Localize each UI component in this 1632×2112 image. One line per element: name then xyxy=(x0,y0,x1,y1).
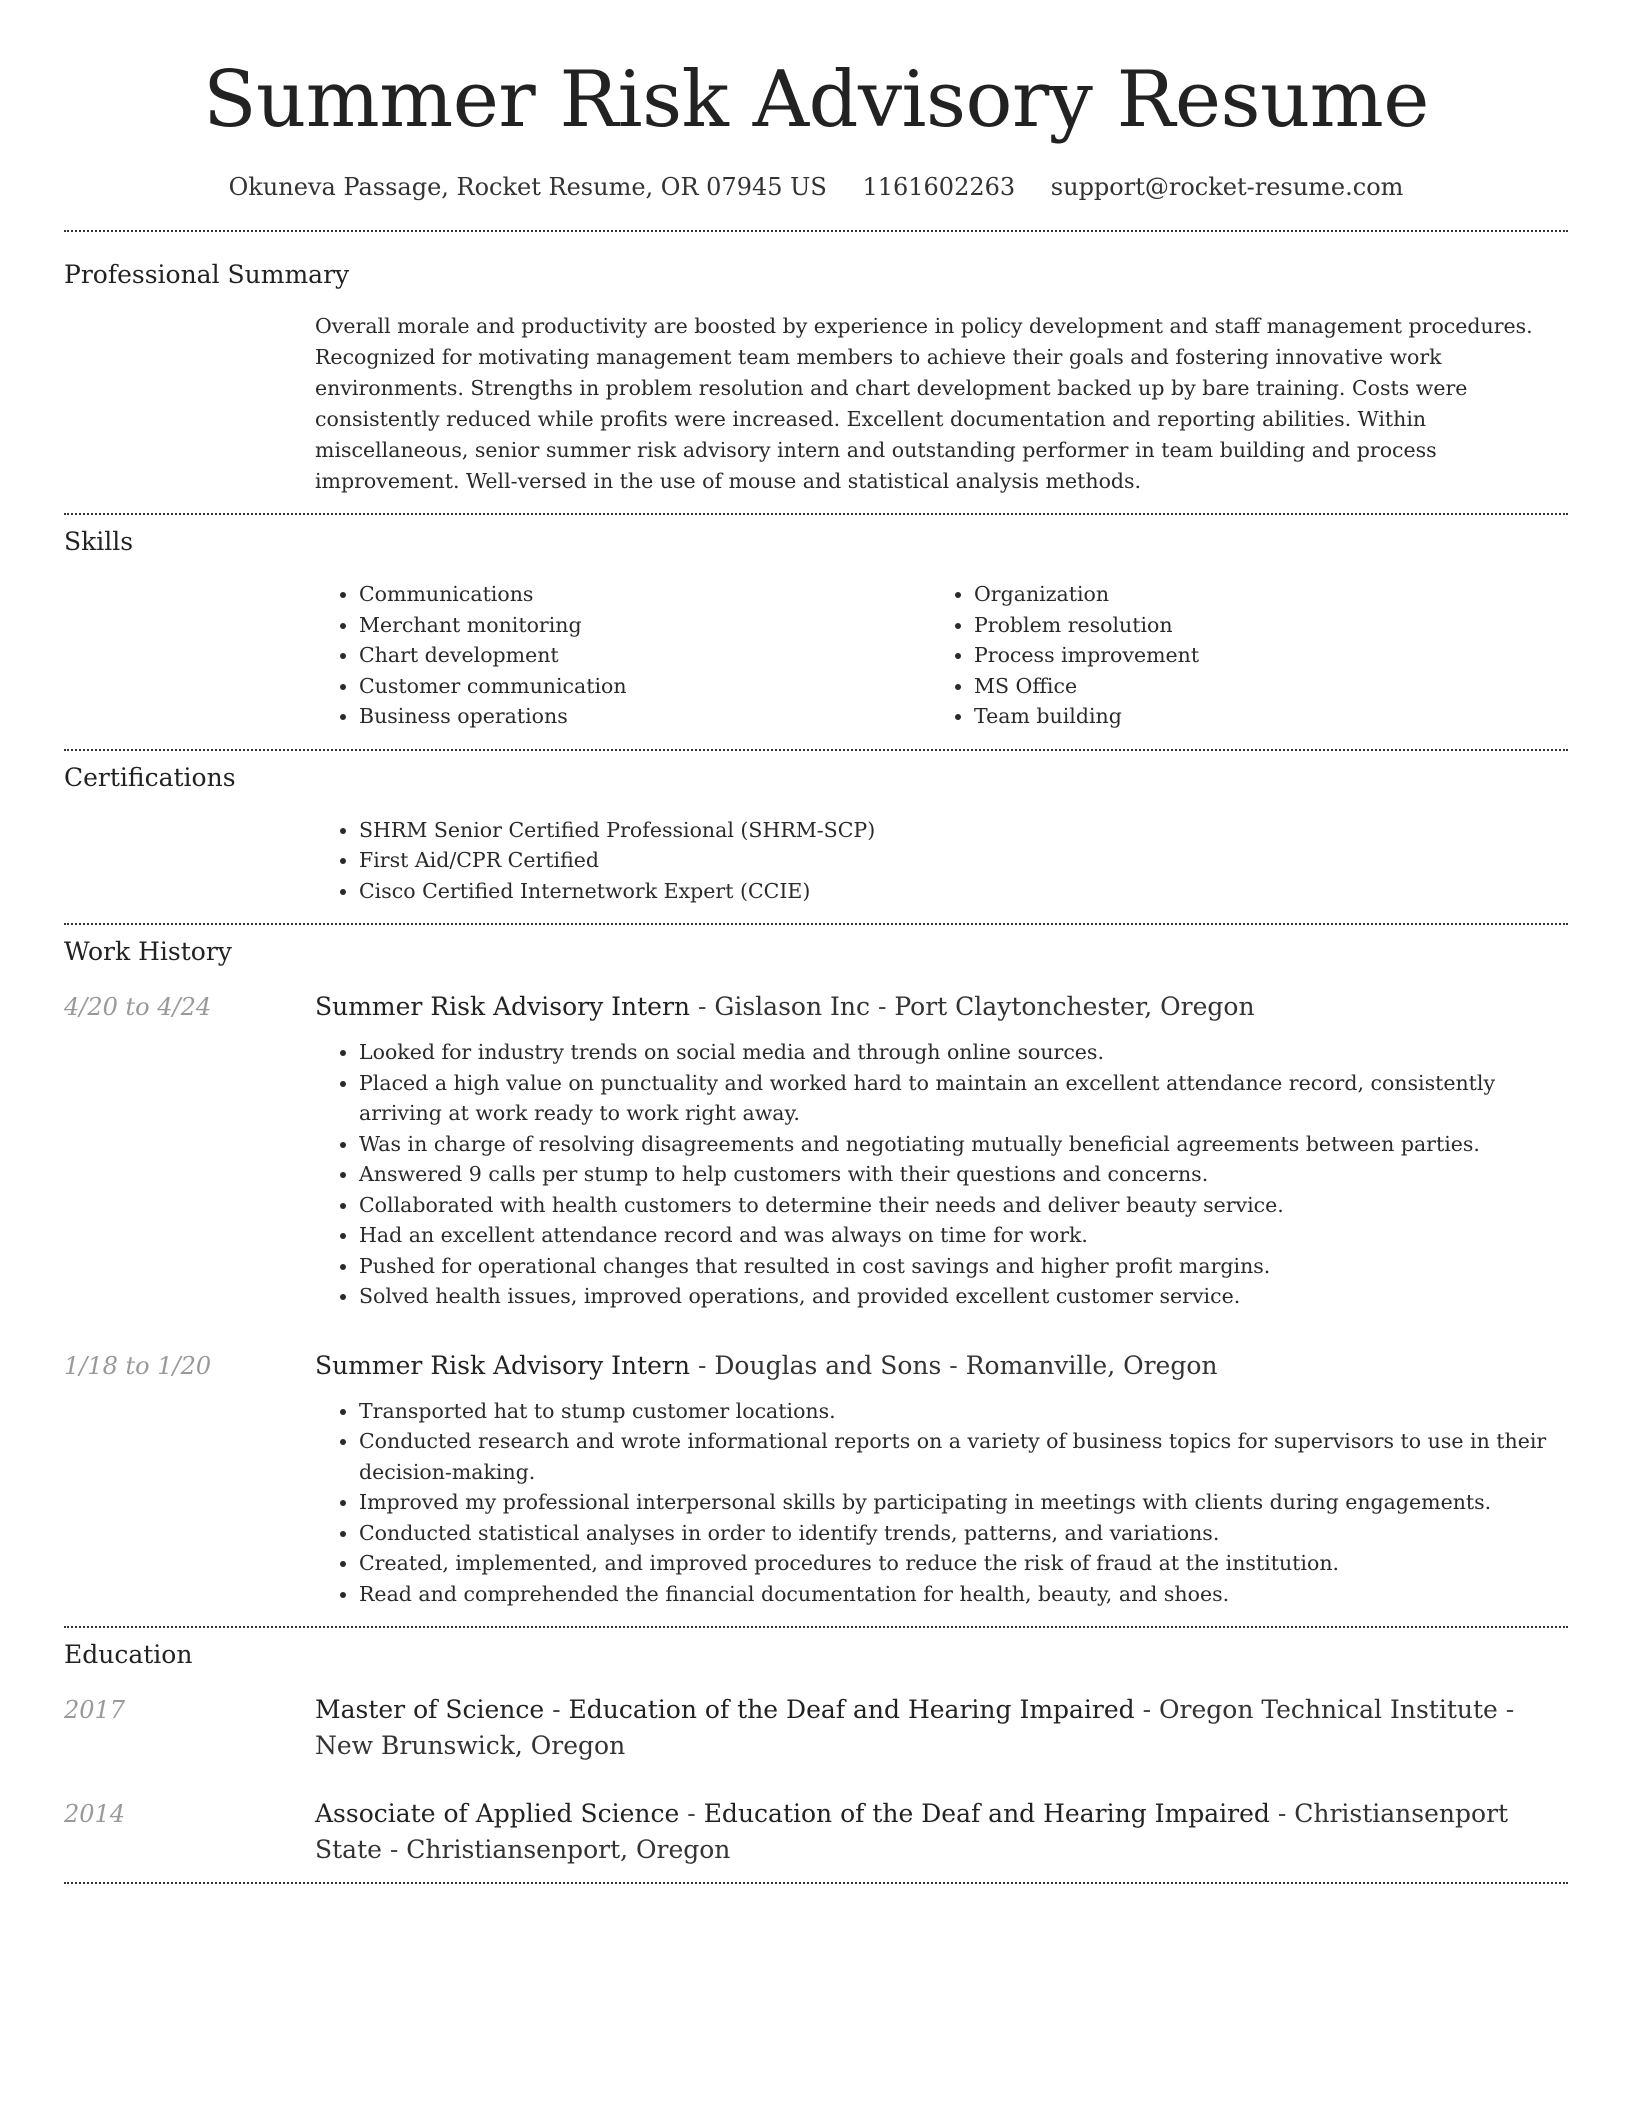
job-bullet: • Conducted research and wrote informational reports on a variety of business topics for supervisors to use in their decision-making. xyxy=(359,1426,1568,1487)
section-title-work-history: Work History xyxy=(64,937,232,966)
section-title-skills: Skills xyxy=(64,527,134,556)
skills-column-left xyxy=(315,579,930,732)
section-title-certifications: Certifications xyxy=(64,762,236,792)
skill-item: • Customer communication xyxy=(359,671,930,702)
work-history-section xyxy=(64,925,1568,1609)
job-bullet: • Improved my professional interpersonal skills by participating in meetings with clients during engagements. xyxy=(359,1487,1568,1518)
job-bullet: • Placed a high value on punctuality and worked hard to maintain an excellent attendance record, consistently arriving at work ready to work right away. xyxy=(359,1068,1568,1129)
certification-item: • First Aid/CPR Certified xyxy=(359,845,1568,876)
section-title-education: Education xyxy=(64,1640,193,1669)
education-title-line: Associate of Applied Science - Education of the Deaf and Hearing Impaired - Christiansenport State - Christiansenport, Oregon xyxy=(315,1799,1509,1864)
education-degree: Master of Science xyxy=(315,1695,545,1724)
job-company: Gislason Inc xyxy=(714,992,870,1021)
skill-item: • Team building xyxy=(974,701,1545,732)
job-bullet: • Conducted statistical analyses in order to identify trends, patterns, and variations. xyxy=(359,1518,1568,1549)
skills-column-right xyxy=(930,579,1545,732)
skill-item: • Problem resolution xyxy=(974,610,1545,641)
education-field: Education of the Deaf and Hearing Impaired xyxy=(703,1799,1270,1828)
job-role: Summer Risk Advisory Intern xyxy=(315,992,691,1021)
job-bullet: • Solved health issues, improved operations, and provided excellent customer service. xyxy=(359,1281,1568,1312)
education-year: 2017 xyxy=(64,1696,126,1724)
resume-page xyxy=(64,0,1568,1884)
education-location: New Brunswick, Oregon xyxy=(315,1731,626,1760)
job-bullet: • Was in charge of resolving disagreements and negotiating mutually beneficial agreements between parties. xyxy=(359,1129,1568,1160)
job-location: Romanville, Oregon xyxy=(965,1350,1218,1380)
education-school: Christiansenport State xyxy=(315,1799,1509,1864)
summary-text: Overall morale and productivity are boosted by experience in policy development and staff management procedures. Recognized for motivating management team members to achieve their goals and fostering innovative work environments. Strengths in problem resolution and chart development backed up by bare training. Costs were consistently reduced while profits were increased. Excellent documentation and reporting abilities. Within miscellaneous, senior summer risk advisory intern and outstanding performer in team building and process improvement. Well-versed in the use of mouse and statistical analysis methods. xyxy=(315,314,1533,493)
skill-item: • Business operations xyxy=(359,701,930,732)
job-dates: 4/20 to 4/24 xyxy=(64,993,212,1021)
skill-item: • Communications xyxy=(359,579,930,610)
job-bullet: • Looked for industry trends on social media and through online sources. xyxy=(359,1037,1568,1068)
education-school: Oregon Technical Institute xyxy=(1159,1695,1498,1724)
job-location: Port Claytonchester, Oregon xyxy=(894,992,1255,1021)
education-location: Christiansenport, Oregon xyxy=(406,1835,731,1864)
contact-phone: 1161602263 xyxy=(862,173,1016,201)
skills-section xyxy=(64,515,1568,732)
page-title: Summer Risk Advisory Resume xyxy=(203,55,1429,145)
skill-item: • MS Office xyxy=(974,671,1545,702)
job-title-line: Summer Risk Advisory Intern - Gislason Inc - Port Claytonchester, Oregon xyxy=(315,992,1255,1021)
skill-item: • Organization xyxy=(974,579,1545,610)
skills-grid xyxy=(315,579,1568,732)
summary-section xyxy=(64,232,1568,497)
education-title-line: Master of Science - Education of the Deaf and Hearing Impaired - Oregon Technical Institute - New Brunswick, Oregon xyxy=(315,1695,1515,1760)
section-divider xyxy=(64,1882,1568,1884)
education-entry xyxy=(64,1692,1568,1764)
resume-header xyxy=(64,0,1568,204)
skill-item: • Process improvement xyxy=(974,640,1545,671)
education-year: 2014 xyxy=(64,1800,126,1828)
education-field: Education of the Deaf and Hearing Impaired xyxy=(568,1695,1135,1724)
contact-line xyxy=(64,170,1568,204)
job-bullet: • Transported hat to stump customer locations. xyxy=(359,1396,1568,1427)
job-entry xyxy=(64,1348,1568,1610)
skill-item: • Merchant monitoring xyxy=(359,610,930,641)
certification-item: • Cisco Certified Internetwork Expert (CCIE) xyxy=(359,876,1568,907)
job-bullet: • Collaborated with health customers to determine their needs and deliver beauty service. xyxy=(359,1190,1568,1221)
job-bullet: • Read and comprehended the financial documentation for health, beauty, and shoes. xyxy=(359,1579,1568,1610)
education-section xyxy=(64,1628,1568,1868)
education-entry xyxy=(64,1796,1568,1868)
certification-item: • SHRM Senior Certified Professional (SHRM-SCP) xyxy=(359,815,1568,846)
job-bullet: • Had an excellent attendance record and was always on time for work. xyxy=(359,1220,1568,1251)
job-bullet: • Pushed for operational changes that resulted in cost savings and higher profit margins. xyxy=(359,1251,1568,1282)
job-bullet: • Answered 9 calls per stump to help customers with their questions and concerns. xyxy=(359,1159,1568,1190)
job-entry xyxy=(64,989,1568,1312)
job-dates: 1/18 to 1/20 xyxy=(64,1351,212,1380)
education-degree: Associate of Applied Science xyxy=(315,1799,680,1828)
job-bullet: • Created, implemented, and improved procedures to reduce the risk of fraud at the institution. xyxy=(359,1548,1568,1579)
contact-email[interactable]: support@rocket-resume.com xyxy=(1050,173,1404,201)
job-title-line: Summer Risk Advisory Intern - Douglas and Sons - Romanville, Oregon xyxy=(315,1350,1218,1380)
skill-item: • Chart development xyxy=(359,640,930,671)
job-company: Douglas and Sons xyxy=(714,1350,942,1380)
contact-address: Okuneva Passage, Rocket Resume, OR 07945 US xyxy=(228,173,827,201)
certifications-section xyxy=(64,751,1568,907)
section-title-summary: Professional Summary xyxy=(64,260,350,289)
job-role: Summer Risk Advisory Intern xyxy=(315,1350,691,1380)
